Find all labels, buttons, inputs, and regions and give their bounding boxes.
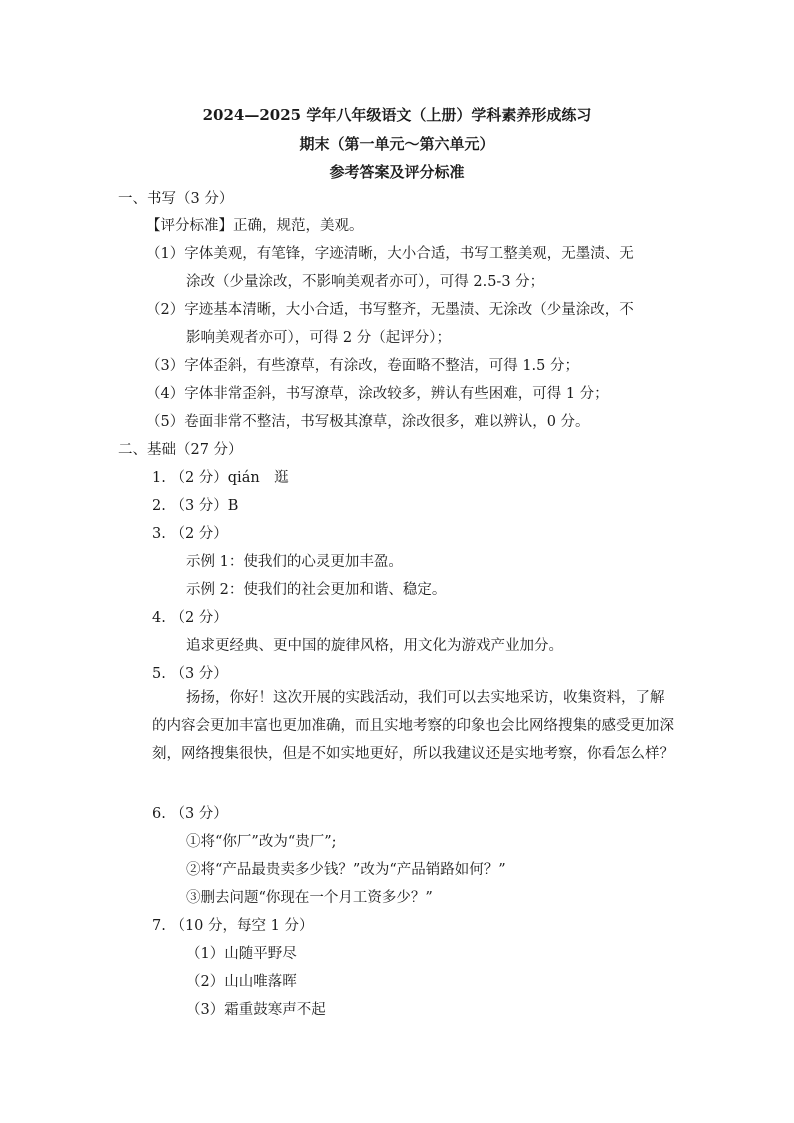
writing-level-2-line1: （2）字迹基本清晰，大小合适，书写整齐，无墨渍、无涂改（少量涂改，不 (146, 302, 634, 318)
writing-level-5: （5）卷面非常不整洁，书写极其潦草，涂改很多，难以辨认，0 分。 (146, 414, 590, 430)
question-4-head: 4. （2 分） (152, 610, 228, 626)
question-7-answer-3: （3）霜重鼓寒声不起 (186, 1002, 326, 1018)
question-7-head: 7. （10 分，每空 1 分） (152, 918, 314, 934)
writing-level-1-line2: 涂改（少量涂改，不影响美观者亦可），可得 2.5-3 分； (186, 274, 545, 290)
question-4-answer: 追求更经典、更中国的旋律风格，用文化为游戏产业加分。 (186, 638, 563, 654)
question-6-answer-1: ①将“你厂”改为“贵厂”; (186, 834, 337, 850)
question-3-example-2: 示例 2：使我们的社会更加和谐、稳定。 (186, 582, 447, 598)
question-6-answer-2: ②将“产品最贵卖多少钱？”改为“产品销路如何？” (186, 862, 506, 878)
question-6-answer-3: ③删去问题“你现在一个月工资多少？” (186, 890, 433, 906)
writing-level-4: （4）字体非常歪斜，书写潦草，涂改较多，辨认有些困难，可得 1 分； (146, 386, 609, 402)
question-7-answer-1: （1）山随平野尽 (186, 946, 297, 962)
writing-level-2-line2: 影响美观者亦可），可得 2 分（起评分）； (186, 330, 451, 346)
question-6-head: 6. （3 分） (152, 806, 228, 822)
writing-level-3: （3）字体歪斜，有些潦草，有涂改，卷面略不整洁，可得 1.5 分； (146, 358, 580, 374)
question-5-head: 5. （3 分） (152, 666, 228, 682)
section-basics-title: 二、基础（27 分） (118, 442, 243, 458)
question-3-head: 3. （2 分） (152, 526, 228, 542)
question-2-answer: 2. （3 分）B (152, 498, 239, 514)
answer-key-heading: 参考答案及评分标准 (329, 163, 465, 181)
question-7-answer-2: （2）山山唯落晖 (186, 974, 297, 990)
document-title: 2024—2025 学年八年级语文（上册）学科素养形成练习 (202, 106, 592, 124)
question-5-answer: 扬扬，你好！这次开展的实践活动，我们可以去实地采访，收集资料，了解的内容会更加丰富也更加准确，而且实地考察的印象也会比网络搜集的感受更加深刻，网络搜集很快，但是不如实地更好，所以我建议还是实地考察，你看怎么样？ (152, 690, 674, 762)
question-3-example-1: 示例 1：使我们的心灵更加丰盈。 (186, 554, 403, 570)
document-subtitle: 期末（第一单元～第六单元） (299, 135, 495, 153)
writing-level-1-line1: （1）字体美观，有笔锋，字迹清晰，大小合适，书写工整美观，无墨渍、无 (146, 246, 634, 262)
question-1-answer: 1. （2 分）qián 逛 (152, 470, 289, 486)
section-writing-title: 一、书写（3 分） (118, 191, 234, 207)
scoring-criteria: 【评分标准】正确，规范，美观。 (146, 218, 364, 234)
